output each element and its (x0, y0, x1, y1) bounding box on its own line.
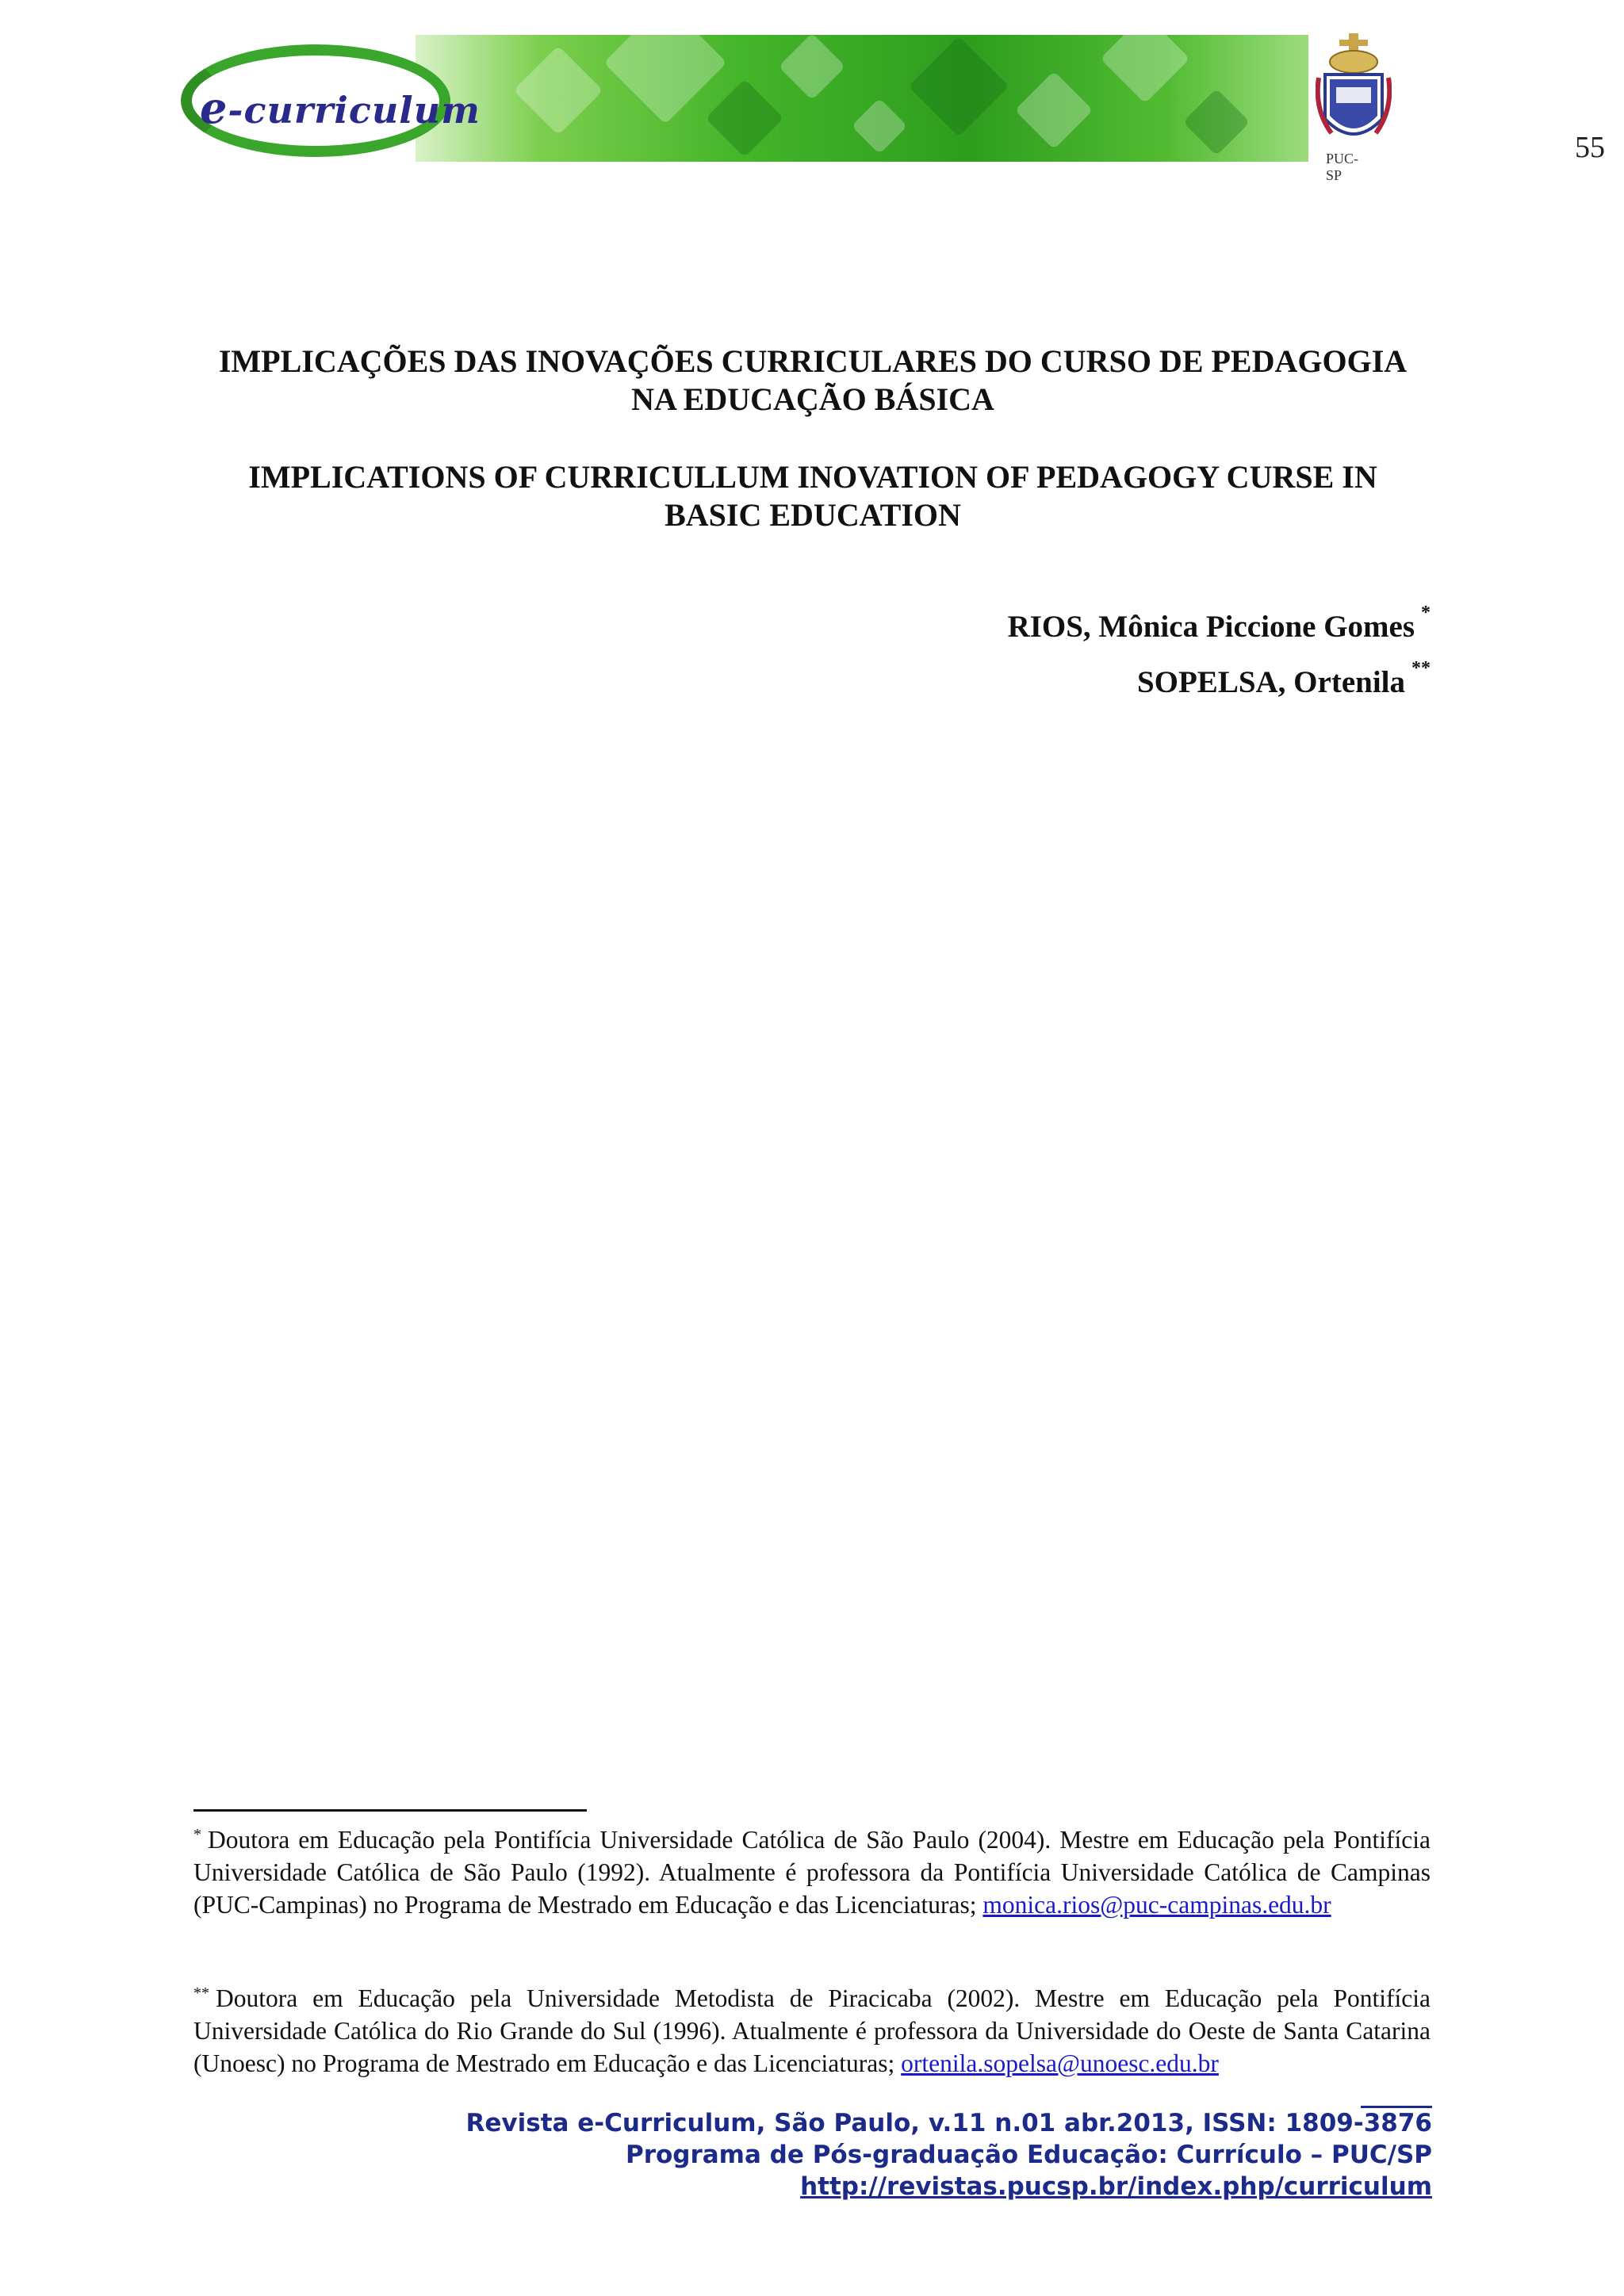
footnote-mark: * (193, 1826, 201, 1843)
footnote-text: Doutora em Educação pela Universidade Metodista de Piracicaba (2002). Mestre em Educação pela Pontifícia Universidade Católica do Rio Grande do Sul (1996). Atualmente é professora da Universidade do Oeste de Santa Catarina (Unoesc) no Programa de Mestrado em Educação e das Licenciaturas; (193, 1984, 1431, 2077)
banner-diamond (779, 35, 846, 100)
footer-rule (1361, 2106, 1432, 2108)
page-number: 55 (1575, 131, 1605, 164)
title-portuguese-line: IMPLICAÇÕES DAS INOVAÇÕES CURRICULARES DO CURSO DE PEDAGOGIA (218, 343, 1408, 379)
title-portuguese (190, 342, 1435, 419)
footer-program: Programa de Pós-graduação Educação: Currículo – PUC/SP (625, 2141, 1432, 2169)
title-english-line: IMPLICATIONS OF CURRICULLUM INOVATION OF PEDAGOGY CURSE IN (248, 459, 1377, 495)
logo-wordmark: -curriculum (228, 89, 481, 132)
footer-url-link[interactable]: http://revistas.pucsp.br/index.php/curriculum (800, 2172, 1432, 2201)
author-footnote-mark: ** (1411, 658, 1431, 679)
logo-letter-e: e (200, 82, 228, 133)
banner-diamond (908, 36, 1009, 136)
author-2 (1136, 658, 1431, 700)
green-banner-stripe (416, 35, 1308, 162)
banner-diamond (1015, 71, 1094, 150)
author-name: RIOS, Mônica Piccione Gomes (1007, 610, 1415, 644)
crest-label: PUC-SP (1326, 151, 1359, 183)
e-curriculum-logo (200, 82, 481, 133)
banner-diamond (706, 79, 784, 158)
title-portuguese-line: NA EDUCAÇÃO BÁSICA (631, 381, 994, 417)
banner-diamond (513, 45, 603, 135)
footnote-email-link[interactable]: ortenila.sopelsa@unoesc.edu.br (901, 2049, 1219, 2077)
journal-header-banner (178, 30, 1605, 183)
footnote-text: Doutora em Educação pela Pontifícia Universidade Católica de São Paulo (2004). Mestre em Educação pela Pontifícia Universidade Católica de São Paulo (1992). Atualmente é professora da Pontifícia Universidade Católica de Campinas (PUC-Campinas) no Programa de Mestrado em Educação e das Licenciaturas; (193, 1826, 1431, 1919)
footnote-1 (193, 1823, 1431, 1921)
footnote-2 (193, 1982, 1431, 2080)
banner-diamond (1100, 35, 1189, 104)
author-name: SOPELSA, Ortenila (1136, 665, 1405, 699)
footnote-separator (193, 1809, 587, 1812)
title-english-line: BASIC EDUCATION (665, 497, 961, 533)
footer-citation: Revista e-Curriculum, São Paulo, v.11 n.01 abr.2013, ISSN: 1809-3876 (465, 2109, 1432, 2137)
banner-diamond (852, 98, 908, 155)
banner-diamond (1183, 89, 1251, 156)
title-english (190, 458, 1435, 534)
footnote-mark: ** (193, 1984, 209, 2002)
footnote-email-link[interactable]: monica.rios@puc-campinas.edu.br (982, 1891, 1331, 1919)
banner-diamond (603, 35, 727, 124)
author-1 (1007, 603, 1431, 645)
author-footnote-mark: * (1421, 603, 1431, 623)
